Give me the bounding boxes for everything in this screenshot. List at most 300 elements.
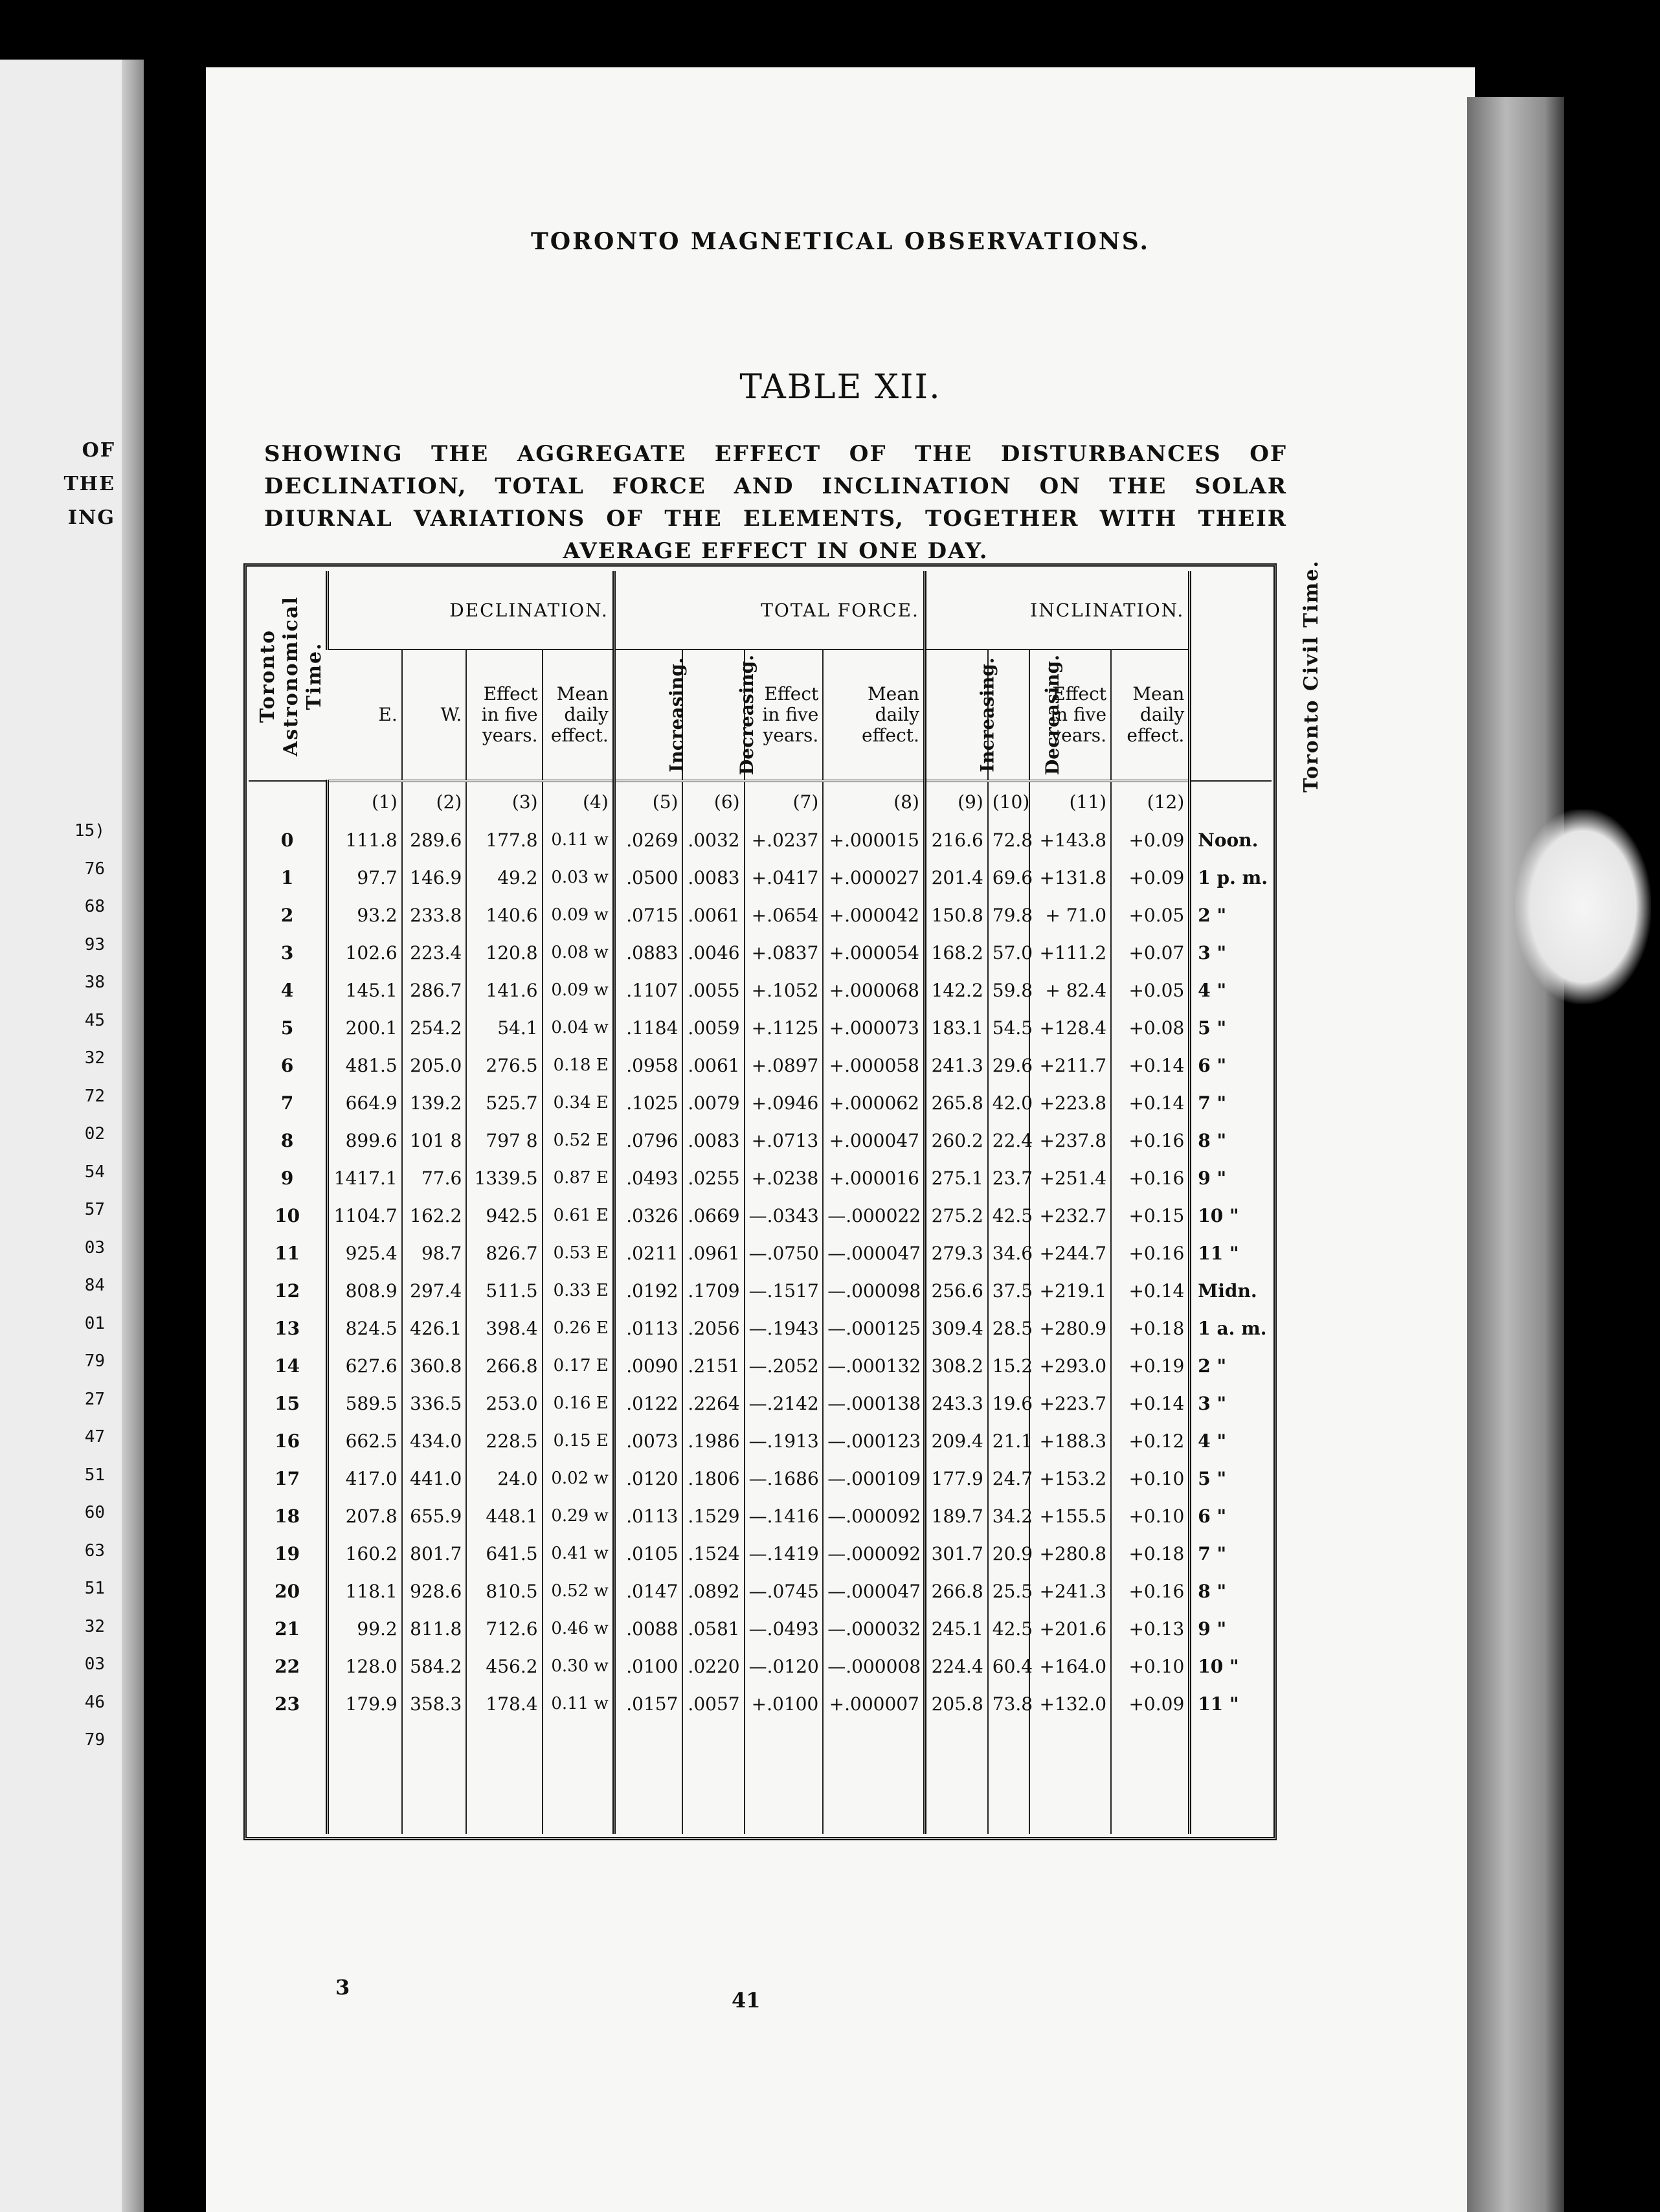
cell-tf-eff: —.2142 bbox=[745, 1384, 824, 1422]
filler-cell bbox=[823, 1722, 925, 1834]
cell-civil: 1 p. m. bbox=[1190, 859, 1272, 896]
cell-i-eff: +153.2 bbox=[1029, 1460, 1111, 1497]
cell-inc: .0500 bbox=[614, 859, 682, 896]
cell-i-dec: 42.5 bbox=[988, 1197, 1029, 1234]
cell-e: 824.5 bbox=[328, 1309, 402, 1347]
cell-civil: Noon. bbox=[1190, 821, 1272, 859]
cell-dec: .1986 bbox=[682, 1422, 744, 1460]
cell-hour: 0 bbox=[280, 829, 294, 851]
cell-civil: 5 " bbox=[1190, 1009, 1272, 1046]
cell-e: 97.7 bbox=[328, 859, 402, 896]
cell-mean: 0.02 w bbox=[543, 1460, 614, 1497]
cell-i-inc: 301.7 bbox=[925, 1535, 987, 1572]
cell-i-inc: 216.6 bbox=[925, 821, 987, 859]
filler-cell bbox=[988, 1722, 1029, 1834]
cell-e: 99.2 bbox=[328, 1610, 402, 1647]
cell-i-inc: 266.8 bbox=[925, 1572, 987, 1610]
cell-eff: 398.4 bbox=[466, 1309, 542, 1347]
cell-w: 801.7 bbox=[402, 1535, 467, 1572]
cell-dec: .1529 bbox=[682, 1497, 744, 1535]
cell-mean: 0.08 w bbox=[543, 934, 614, 971]
filler-cell bbox=[745, 1722, 824, 1834]
filler-cell bbox=[1190, 1722, 1272, 1834]
table-row bbox=[249, 1197, 1272, 1234]
table-row bbox=[249, 934, 1272, 971]
filler-cell bbox=[328, 1722, 402, 1834]
cell-hour: 11 bbox=[275, 1242, 300, 1264]
cell-mean: 0.30 w bbox=[543, 1647, 614, 1685]
cell-i-inc: 150.8 bbox=[925, 896, 987, 934]
table-row bbox=[249, 1422, 1272, 1460]
cell-eff: 24.0 bbox=[466, 1460, 542, 1497]
cell-w: 162.2 bbox=[402, 1197, 467, 1234]
cell-dec: .1806 bbox=[682, 1460, 744, 1497]
cell-i-inc: 201.4 bbox=[925, 859, 987, 896]
cell-i-inc: 177.9 bbox=[925, 1460, 987, 1497]
cell-hour: 7 bbox=[280, 1092, 294, 1114]
cell-inc: .0715 bbox=[614, 896, 682, 934]
cell-mean: 0.04 w bbox=[543, 1009, 614, 1046]
cell-w: 360.8 bbox=[402, 1347, 467, 1384]
cell-civil: 5 " bbox=[1190, 1460, 1272, 1497]
cell-i-dec: 34.2 bbox=[988, 1497, 1029, 1535]
cell-hour: 13 bbox=[275, 1317, 300, 1339]
col-inc-mean-header bbox=[1111, 649, 1190, 781]
cell-e: 93.2 bbox=[328, 896, 402, 934]
decreasing-label: Decreasing. bbox=[736, 655, 758, 775]
astro-time-header bbox=[249, 571, 328, 781]
cell-inc: .0100 bbox=[614, 1647, 682, 1685]
cell-inc: .0796 bbox=[614, 1122, 682, 1159]
cell-i-dec: 69.6 bbox=[988, 859, 1029, 896]
cell-tf-mean: —.000032 bbox=[823, 1610, 925, 1647]
column-number: (9) bbox=[925, 781, 987, 821]
cell-hour: 16 bbox=[275, 1430, 300, 1452]
cell-mean: 0.53 E bbox=[543, 1234, 614, 1272]
cell-e: 481.5 bbox=[328, 1046, 402, 1084]
cell-i-dec: 54.5 bbox=[988, 1009, 1029, 1046]
cell-tf-mean: +.000058 bbox=[823, 1046, 925, 1084]
table-body bbox=[249, 781, 1272, 1834]
cell-civil: Midn. bbox=[1190, 1272, 1272, 1309]
cell-civil: 11 " bbox=[1190, 1685, 1272, 1722]
cell-w: 441.0 bbox=[402, 1460, 467, 1497]
cell-mean: 0.03 w bbox=[543, 859, 614, 896]
cell-hour: 5 bbox=[280, 1017, 294, 1039]
cell-i-eff: +280.9 bbox=[1029, 1309, 1111, 1347]
cell-civil: 2 " bbox=[1190, 896, 1272, 934]
cell-inc: .0113 bbox=[614, 1309, 682, 1347]
cell-i-eff: +293.0 bbox=[1029, 1347, 1111, 1384]
filler-cell bbox=[682, 1722, 744, 1834]
cell-i-dec: 28.5 bbox=[988, 1309, 1029, 1347]
cell-e: 160.2 bbox=[328, 1535, 402, 1572]
cell-hour: 20 bbox=[275, 1580, 300, 1602]
cell-civil: 3 " bbox=[1190, 1384, 1272, 1422]
col-tf-increasing-header bbox=[614, 649, 688, 781]
mean-line: daily bbox=[564, 704, 609, 725]
cell-dec: .0892 bbox=[682, 1572, 744, 1610]
cell-tf-eff: +.1052 bbox=[745, 971, 824, 1009]
cell-civil: 11 " bbox=[1190, 1234, 1272, 1272]
column-number: (1) bbox=[328, 781, 402, 821]
cell-hour: 15 bbox=[275, 1392, 300, 1414]
cell-dec: .0046 bbox=[682, 934, 744, 971]
left-page-row-stub: 02 bbox=[84, 1124, 105, 1144]
left-facing-page bbox=[0, 60, 144, 2212]
left-page-row-stub: 79 bbox=[84, 1351, 105, 1371]
cell-tf-mean: +.000054 bbox=[823, 934, 925, 971]
cell-eff: 54.1 bbox=[466, 1009, 542, 1046]
cell-i-inc: 183.1 bbox=[925, 1009, 987, 1046]
cell-eff: 228.5 bbox=[466, 1422, 542, 1460]
column-number: (4) bbox=[543, 781, 614, 821]
cell-tf-mean: —.000123 bbox=[823, 1422, 925, 1460]
running-head: TORONTO MAGNETICAL OBSERVATIONS. bbox=[530, 228, 1150, 255]
cell-tf-eff: —.1416 bbox=[745, 1497, 824, 1535]
cell-e: 808.9 bbox=[328, 1272, 402, 1309]
declination-group-header: DECLINATION. bbox=[328, 571, 614, 649]
left-page-row-stub: 32 bbox=[84, 1048, 105, 1068]
table-row bbox=[249, 1572, 1272, 1610]
cell-dec: .1524 bbox=[682, 1535, 744, 1572]
cell-w: 584.2 bbox=[402, 1647, 467, 1685]
cell-dec: .0581 bbox=[682, 1610, 744, 1647]
cell-i-mean: +0.19 bbox=[1111, 1347, 1190, 1384]
cell-e: 925.4 bbox=[328, 1234, 402, 1272]
cell-dec: .0083 bbox=[682, 859, 744, 896]
cell-inc: .0147 bbox=[614, 1572, 682, 1610]
cell-hour: 21 bbox=[275, 1618, 300, 1640]
cell-tf-eff: —.1913 bbox=[745, 1422, 824, 1460]
cell-inc: .0883 bbox=[614, 934, 682, 971]
cell-dec: .0061 bbox=[682, 1046, 744, 1084]
cell-tf-eff: —.1686 bbox=[745, 1460, 824, 1497]
cell-hour: 4 bbox=[280, 979, 294, 1001]
cell-i-inc: 275.1 bbox=[925, 1159, 987, 1197]
cell-e: 662.5 bbox=[328, 1422, 402, 1460]
cell-i-dec: 22.4 bbox=[988, 1122, 1029, 1159]
cell-i-mean: +0.09 bbox=[1111, 859, 1190, 896]
cell-i-mean: +0.13 bbox=[1111, 1610, 1190, 1647]
col-tf-mean-header bbox=[823, 649, 925, 781]
cell-i-eff: + 71.0 bbox=[1029, 896, 1111, 934]
cell-hour: 12 bbox=[275, 1280, 300, 1302]
cell-mean: 0.87 E bbox=[543, 1159, 614, 1197]
decreasing-label: Decreasing. bbox=[1041, 655, 1063, 775]
cell-i-mean: +0.16 bbox=[1111, 1122, 1190, 1159]
cell-tf-eff: —.0750 bbox=[745, 1234, 824, 1272]
cell-hour: 14 bbox=[275, 1355, 300, 1377]
left-page-row-stub: 72 bbox=[84, 1086, 105, 1106]
cell-i-dec: 73.8 bbox=[988, 1685, 1029, 1722]
cell-i-mean: +0.09 bbox=[1111, 1685, 1190, 1722]
left-page-row-stub: 57 bbox=[84, 1200, 105, 1219]
cell-i-inc: 205.8 bbox=[925, 1685, 987, 1722]
cell-eff: 712.6 bbox=[466, 1610, 542, 1647]
cell-eff: 641.5 bbox=[466, 1535, 542, 1572]
cell-eff: 266.8 bbox=[466, 1347, 542, 1384]
column-number: (2) bbox=[402, 781, 467, 821]
left-page-row-stub: 93 bbox=[84, 934, 105, 954]
cell-dec: .1709 bbox=[682, 1272, 744, 1309]
cell-e: 417.0 bbox=[328, 1460, 402, 1497]
cell-tf-eff: —.1517 bbox=[745, 1272, 824, 1309]
cell-dec: .0255 bbox=[682, 1159, 744, 1197]
cell-i-mean: +0.16 bbox=[1111, 1572, 1190, 1610]
cell-eff: 826.7 bbox=[466, 1234, 542, 1272]
mean-line: daily bbox=[1139, 704, 1185, 725]
cell-i-mean: +0.18 bbox=[1111, 1535, 1190, 1572]
cell-eff: 525.7 bbox=[466, 1084, 542, 1122]
effect-line: Effect bbox=[483, 683, 538, 705]
cell-i-mean: +0.14 bbox=[1111, 1046, 1190, 1084]
cell-tf-mean: +.000027 bbox=[823, 859, 925, 896]
cell-tf-eff: +.0897 bbox=[745, 1046, 824, 1084]
cell-i-inc: 209.4 bbox=[925, 1422, 987, 1460]
cell-hour: 9 bbox=[280, 1167, 294, 1189]
cell-tf-mean: +.000062 bbox=[823, 1084, 925, 1122]
cell-mean: 0.46 w bbox=[543, 1610, 614, 1647]
cell-inc: .1184 bbox=[614, 1009, 682, 1046]
cell-e: 102.6 bbox=[328, 934, 402, 971]
cell-i-inc: 275.2 bbox=[925, 1197, 987, 1234]
cell-i-dec: 57.0 bbox=[988, 934, 1029, 971]
left-page-header-fragment: THE bbox=[63, 473, 115, 495]
effect-line: in five bbox=[1050, 704, 1107, 725]
cell-hour: 8 bbox=[280, 1129, 294, 1151]
cell-w: 205.0 bbox=[402, 1046, 467, 1084]
cell-i-eff: +143.8 bbox=[1029, 821, 1111, 859]
cell-i-dec: 37.5 bbox=[988, 1272, 1029, 1309]
effect-line: in five bbox=[481, 704, 538, 725]
left-page-row-stub: 03 bbox=[84, 1654, 105, 1674]
civil-time-label: Toronto Civil Time. bbox=[1300, 559, 1323, 793]
table-filler-row bbox=[249, 1722, 1272, 1834]
left-page-row-stub: 38 bbox=[84, 973, 105, 992]
effect-line: Effect bbox=[1052, 683, 1107, 705]
cell-civil: 8 " bbox=[1190, 1572, 1272, 1610]
cell-i-mean: +0.14 bbox=[1111, 1384, 1190, 1422]
column-number: (5) bbox=[614, 781, 682, 821]
effect-line: years. bbox=[763, 725, 819, 746]
cell-tf-eff: +.1125 bbox=[745, 1009, 824, 1046]
cell-inc: .0105 bbox=[614, 1535, 682, 1572]
left-page-header-fragment: OF bbox=[82, 439, 115, 462]
cell-hour: 2 bbox=[280, 904, 294, 926]
table-row bbox=[249, 1647, 1272, 1685]
cell-mean: 0.26 E bbox=[543, 1309, 614, 1347]
cell-hour: 10 bbox=[275, 1204, 300, 1226]
cell-i-dec: 34.6 bbox=[988, 1234, 1029, 1272]
effect-line: years. bbox=[1051, 725, 1107, 746]
left-page-edge bbox=[122, 60, 144, 2212]
cell-tf-mean: —.000092 bbox=[823, 1497, 925, 1535]
cell-i-eff: +219.1 bbox=[1029, 1272, 1111, 1309]
cell-civil: 3 " bbox=[1190, 934, 1272, 971]
cell-tf-eff: —.0745 bbox=[745, 1572, 824, 1610]
cell-hour: 1 bbox=[280, 866, 294, 888]
cell-i-eff: +201.6 bbox=[1029, 1610, 1111, 1647]
table-row bbox=[249, 971, 1272, 1009]
column-number: (6) bbox=[682, 781, 744, 821]
cell-i-mean: +0.18 bbox=[1111, 1309, 1190, 1347]
increasing-label: Increasing. bbox=[666, 657, 688, 773]
cell-tf-eff: —.1943 bbox=[745, 1309, 824, 1347]
cell-i-dec: 60.4 bbox=[988, 1647, 1029, 1685]
cell-i-mean: +0.10 bbox=[1111, 1460, 1190, 1497]
cell-civil: 4 " bbox=[1190, 971, 1272, 1009]
cell-eff: 511.5 bbox=[466, 1272, 542, 1309]
cell-i-eff: +241.3 bbox=[1029, 1572, 1111, 1610]
cell-i-eff: +128.4 bbox=[1029, 1009, 1111, 1046]
cell-i-dec: 72.8 bbox=[988, 821, 1029, 859]
cell-tf-mean: +.000016 bbox=[823, 1159, 925, 1197]
cell-mean: 0.33 E bbox=[543, 1272, 614, 1309]
left-page-row-stub: 68 bbox=[84, 897, 105, 916]
cell-i-inc: 243.3 bbox=[925, 1384, 987, 1422]
cell-tf-mean: —.000125 bbox=[823, 1309, 925, 1347]
table-row bbox=[249, 859, 1272, 896]
table-row bbox=[249, 1159, 1272, 1197]
table-row bbox=[249, 1272, 1272, 1309]
total-force-group-header: TOTAL FORCE. bbox=[614, 571, 925, 649]
cell-dec: .0057 bbox=[682, 1685, 744, 1722]
cell-tf-eff: —.1419 bbox=[745, 1535, 824, 1572]
cell-mean: 0.17 E bbox=[543, 1347, 614, 1384]
cell-mean: 0.52 w bbox=[543, 1572, 614, 1610]
left-page-row-stub: 51 bbox=[84, 1465, 105, 1485]
table-caption: SHOWING THE AGGREGATE EFFECT OF THE DISTURBANCES OF DECLINATION, TOTAL FORCE AND INCLINATION ON THE SOLAR DIURNAL VARIATIONS OF THE ELEMENTS, TOGETHER WITH THEIR AVERAGE EFFECT IN ONE DAY. bbox=[264, 441, 1287, 564]
cell-i-eff: +244.7 bbox=[1029, 1234, 1111, 1272]
left-page-row-stub: 79 bbox=[84, 1730, 105, 1750]
cell-i-eff: +251.4 bbox=[1029, 1159, 1111, 1197]
effect-line: Effect bbox=[764, 683, 819, 705]
cell-tf-mean: +.000007 bbox=[823, 1685, 925, 1722]
cell-i-mean: +0.10 bbox=[1111, 1647, 1190, 1685]
cell-i-mean: +0.15 bbox=[1111, 1197, 1190, 1234]
filler-cell bbox=[614, 1722, 682, 1834]
cell-inc: .0326 bbox=[614, 1197, 682, 1234]
cell-hour: 23 bbox=[275, 1693, 300, 1715]
cell-i-eff: +232.7 bbox=[1029, 1197, 1111, 1234]
cell-mean: 0.18 E bbox=[543, 1046, 614, 1084]
cell-i-dec: 59.8 bbox=[988, 971, 1029, 1009]
cell-inc: .1025 bbox=[614, 1084, 682, 1122]
mean-line: effect. bbox=[550, 725, 609, 746]
left-page-row-stub: 54 bbox=[84, 1162, 105, 1182]
table-row bbox=[249, 1234, 1272, 1272]
cell-tf-mean: —.000132 bbox=[823, 1347, 925, 1384]
cell-i-mean: +0.05 bbox=[1111, 896, 1190, 934]
cell-i-mean: +0.14 bbox=[1111, 1272, 1190, 1309]
cell-e: 589.5 bbox=[328, 1384, 402, 1422]
mean-line: effect. bbox=[862, 725, 919, 746]
cell-w: 233.8 bbox=[402, 896, 467, 934]
page-number: 41 bbox=[732, 1988, 761, 2013]
cell-eff: 140.6 bbox=[466, 896, 542, 934]
cell-eff: 810.5 bbox=[466, 1572, 542, 1610]
table-row bbox=[249, 1685, 1272, 1722]
cell-mean: 0.52 E bbox=[543, 1122, 614, 1159]
cell-tf-eff: +.0238 bbox=[745, 1159, 824, 1197]
left-page-row-stub: 45 bbox=[84, 1010, 105, 1030]
cell-civil: 2 " bbox=[1190, 1347, 1272, 1384]
table-row bbox=[249, 1009, 1272, 1046]
cell-w: 77.6 bbox=[402, 1159, 467, 1197]
cell-dec: .0059 bbox=[682, 1009, 744, 1046]
cell-civil: 10 " bbox=[1190, 1197, 1272, 1234]
cell-e: 627.6 bbox=[328, 1347, 402, 1384]
cell-w: 146.9 bbox=[402, 859, 467, 896]
cell-eff: 942.5 bbox=[466, 1197, 542, 1234]
cell-tf-mean: —.000092 bbox=[823, 1535, 925, 1572]
cell-i-eff: + 82.4 bbox=[1029, 971, 1111, 1009]
left-page-row-stub: 51 bbox=[84, 1579, 105, 1598]
left-page-row-stub: 60 bbox=[84, 1503, 105, 1522]
cell-civil: 10 " bbox=[1190, 1647, 1272, 1685]
cell-i-eff: +280.8 bbox=[1029, 1535, 1111, 1572]
cell-i-dec: 19.6 bbox=[988, 1384, 1029, 1422]
cell-mean: 0.15 E bbox=[543, 1422, 614, 1460]
cell-dec: .0032 bbox=[682, 821, 744, 859]
cell-i-mean: +0.16 bbox=[1111, 1159, 1190, 1197]
cell-tf-eff: +.0417 bbox=[745, 859, 824, 896]
cell-tf-eff: —.0120 bbox=[745, 1647, 824, 1685]
cell-e: 1104.7 bbox=[328, 1197, 402, 1234]
filler-cell bbox=[466, 1722, 542, 1834]
col-w-header: W. bbox=[402, 649, 467, 781]
cell-eff: 253.0 bbox=[466, 1384, 542, 1422]
cell-i-dec: 15.2 bbox=[988, 1347, 1029, 1384]
inclination-group-header: INCLINATION. bbox=[925, 571, 1189, 649]
cell-inc: .0192 bbox=[614, 1272, 682, 1309]
left-page-row-stub: 84 bbox=[84, 1276, 105, 1295]
cell-w: 358.3 bbox=[402, 1685, 467, 1722]
column-number: (3) bbox=[466, 781, 542, 821]
table-row bbox=[249, 1347, 1272, 1384]
cell-hour: 22 bbox=[275, 1655, 300, 1677]
cell-mean: 0.41 w bbox=[543, 1535, 614, 1572]
table-row bbox=[249, 1460, 1272, 1497]
cell-i-eff: +164.0 bbox=[1029, 1647, 1111, 1685]
table-row bbox=[249, 1610, 1272, 1647]
cell-w: 928.6 bbox=[402, 1572, 467, 1610]
cell-i-eff: +131.8 bbox=[1029, 859, 1111, 896]
table-title: TABLE XII. bbox=[739, 368, 941, 407]
left-page-row-stub: 47 bbox=[84, 1427, 105, 1447]
cell-eff: 797 8 bbox=[466, 1122, 542, 1159]
cell-inc: .0493 bbox=[614, 1159, 682, 1197]
cell-i-inc: 245.1 bbox=[925, 1610, 987, 1647]
cell-i-eff: +223.7 bbox=[1029, 1384, 1111, 1422]
cell-dec: .2056 bbox=[682, 1309, 744, 1347]
cell-e: 111.8 bbox=[328, 821, 402, 859]
cell-i-inc: 265.8 bbox=[925, 1084, 987, 1122]
cell-dec: .0220 bbox=[682, 1647, 744, 1685]
cell-tf-mean: +.000047 bbox=[823, 1122, 925, 1159]
col-dec-effect-header bbox=[466, 649, 542, 781]
cell-i-mean: +0.08 bbox=[1111, 1009, 1190, 1046]
cell-eff: 178.4 bbox=[466, 1685, 542, 1722]
cell-mean: 0.16 E bbox=[543, 1384, 614, 1422]
cell-inc: .0088 bbox=[614, 1610, 682, 1647]
cell-tf-mean: —.000022 bbox=[823, 1197, 925, 1234]
table-row bbox=[249, 1535, 1272, 1572]
cell-w: 101 8 bbox=[402, 1122, 467, 1159]
cell-i-dec: 24.7 bbox=[988, 1460, 1029, 1497]
cell-tf-eff: —.0493 bbox=[745, 1610, 824, 1647]
